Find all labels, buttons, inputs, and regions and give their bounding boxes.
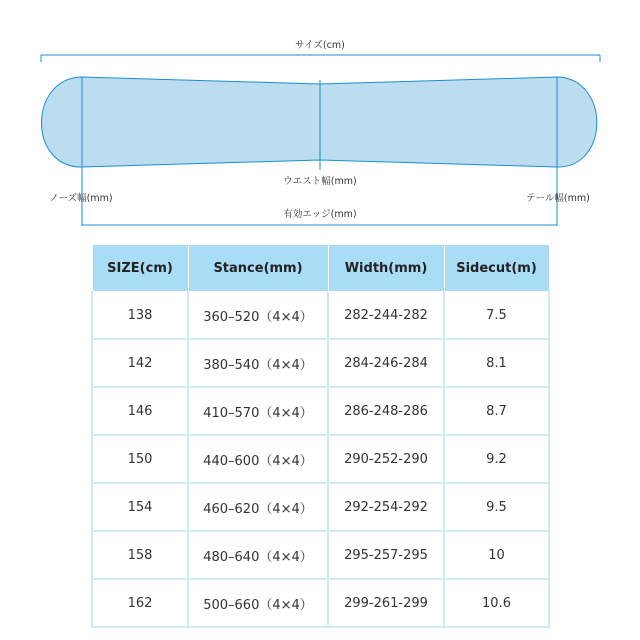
tail-label: テール幅(mm) (526, 193, 590, 204)
spec-table-header-row (92, 245, 549, 292)
cell-sidecut: 9.5 (444, 483, 549, 531)
cell-width: 292-254-292 (328, 483, 444, 531)
table-row (92, 435, 549, 483)
cell-size: 150 (92, 435, 188, 483)
cell-sidecut: 8.1 (444, 339, 549, 387)
cell-sidecut: 10 (444, 531, 549, 579)
cell-width: 295-257-295 (328, 531, 444, 579)
cell-stance: 410–570（4×4） (188, 387, 328, 435)
table-row (92, 292, 549, 340)
nose-label: ノーズ幅(mm) (49, 193, 113, 204)
snowboard-shape (42, 77, 597, 167)
cell-stance: 380–540（4×4） (188, 339, 328, 387)
cell-size: 154 (92, 483, 188, 531)
cell-size: 162 (92, 579, 188, 627)
table-row (92, 387, 549, 435)
cell-stance: 500–660（4×4） (188, 579, 328, 627)
table-row (92, 531, 549, 579)
cell-width: 284-246-284 (328, 339, 444, 387)
cell-sidecut: 9.2 (444, 435, 549, 483)
cell-size: 146 (92, 387, 188, 435)
cell-width: 290-252-290 (328, 435, 444, 483)
cell-sidecut: 10.6 (444, 579, 549, 627)
cell-stance: 460–620（4×4） (188, 483, 328, 531)
cell-sidecut: 7.5 (444, 292, 549, 340)
size-label: サイズ(cm) (295, 40, 345, 51)
cell-width: 286-248-286 (328, 387, 444, 435)
cell-width: 299-261-299 (328, 579, 444, 627)
cell-stance: 360–520（4×4） (188, 292, 328, 340)
header-width: Width(mm) (328, 245, 444, 292)
cell-stance: 440–600（4×4） (188, 435, 328, 483)
table-row (92, 339, 549, 387)
snowboard-diagram (0, 0, 640, 230)
table-row (92, 483, 549, 531)
waist-label: ウエスト幅(mm) (283, 176, 357, 187)
header-size: SIZE(cm) (92, 245, 188, 292)
cell-width: 282-244-282 (328, 292, 444, 340)
cell-stance: 480–640（4×4） (188, 531, 328, 579)
cell-size: 158 (92, 531, 188, 579)
header-sidecut: Sidecut(m) (444, 245, 549, 292)
cell-sidecut: 8.7 (444, 387, 549, 435)
header-stance: Stance(mm) (188, 245, 328, 292)
table-row (92, 579, 549, 627)
spec-table (91, 244, 550, 628)
edge-label: 有効エッジ(mm) (283, 209, 357, 220)
cell-size: 142 (92, 339, 188, 387)
cell-size: 138 (92, 292, 188, 340)
